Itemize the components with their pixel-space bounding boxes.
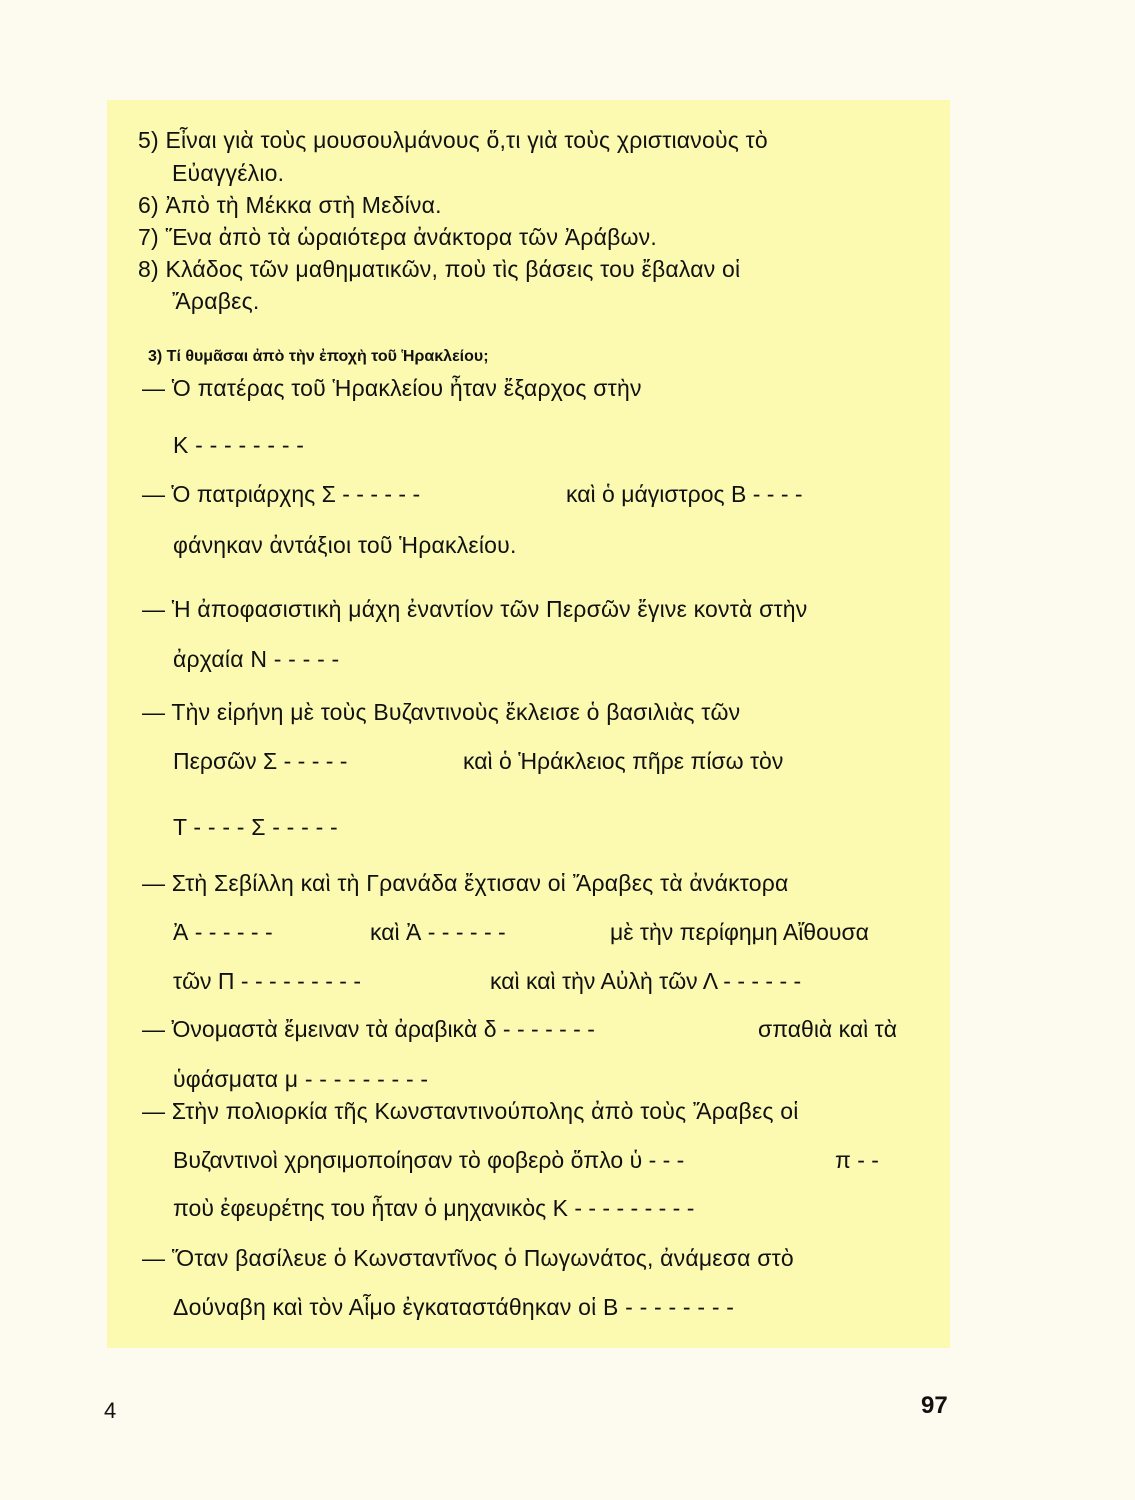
exercise-line: φάνηκαν ἀντάξιοι τοῦ Ἡρακλείου. <box>173 532 517 558</box>
exercise-line: — Τὴν εἰρήνη μὲ τοὺς Βυζαντινοὺς ἔκλεισε ὁ βασιλιὰς τῶν <box>142 699 741 725</box>
exercise-line-part: καὶ ὁ Ἡράκλειος πῆρε πίσω τὸν <box>463 748 784 774</box>
exercise-line-part: Βυζαντινοὶ χρησιμοποίησαν τὸ φοβερὸ ὅπλο ὑ - - - <box>173 1147 685 1173</box>
blank-line: Τ - - - - Σ - - - - - <box>173 814 338 840</box>
exercise-line: — Στὴν πολιορκία τῆς Κωνσταντινούπολης ἀπὸ τοὺς Ἄραβες οἱ <box>142 1098 799 1124</box>
page-number-right: 97 <box>921 1392 948 1419</box>
list-item-5: 5) Εἶναι γιὰ τοὺς μουσουλμάνους ὅ,τι γιὰ τοὺς χριστιανοὺς τὸ <box>138 127 768 153</box>
list-item-5-cont: Εὐαγγέλιο. <box>172 160 285 186</box>
list-item-7: 7) Ἕνα ἀπὸ τὰ ὡραιότερα ἀνάκτορα τῶν Ἀράβων. <box>138 224 657 250</box>
blank-line: ὑφάσματα μ - - - - - - - - - <box>173 1066 429 1092</box>
section-title: 3) Τί θυμᾶσαι ἀπὸ τὴν ἐποχὴ τοῦ Ἡρακλείου; <box>148 348 489 365</box>
exercise-line-part: π - - <box>835 1147 879 1173</box>
exercise-line-part: μὲ τὴν περίφημη Αἴθουσα <box>610 919 869 945</box>
exercise-line-part: — Ὁ πατριάρχης Σ - - - - - - <box>142 481 421 507</box>
exercise-line: — Ἡ ἀποφασιστικὴ μάχη ἐναντίον τῶν Περσῶν ἔγινε κοντὰ στὴν <box>142 596 808 622</box>
exercise-line-part: Περσῶν Σ - - - - - <box>173 748 348 774</box>
exercise-line-part: τῶν Π - - - - - - - - - <box>173 968 361 994</box>
exercise-line: — Ὁ πατέρας τοῦ Ἡρακλείου ἦταν ἔξαρχος στὴν <box>142 375 642 401</box>
exercise-line-part: καὶ καὶ τὴν Αὐλὴ τῶν Λ - - - - - - <box>490 968 802 994</box>
blank-line: ἀρχαία Ν - - - - - <box>173 646 340 672</box>
exercise-line-part: ποὺ ἐφευρέτης του ἦταν ὁ μηχανικὸς Κ - - - - - - - - - <box>173 1195 695 1221</box>
list-item-8-cont: Ἄραβες. <box>172 288 260 314</box>
page-number-left: 4 <box>104 1398 117 1423</box>
exercise-line-part: καὶ ὁ μάγιστρος Β - - - - <box>566 481 803 507</box>
exercise-line-part: σπαθιὰ καὶ τὰ <box>758 1016 898 1042</box>
exercise-line-part: καὶ Ἀ - - - - - - <box>370 919 506 945</box>
exercise-line-part: Ἀ - - - - - - <box>173 919 273 945</box>
exercise-line-part: — Ὀνομαστὰ ἔμειναν τὰ ἀραβικὰ δ - - - - - - - <box>142 1016 595 1042</box>
exercise-line: Δούναβη καὶ τὸν Αἷμο ἐγκαταστάθηκαν οἱ Β - - - - - - - - <box>173 1294 735 1320</box>
blank-line: Κ - - - - - - - - <box>173 432 305 458</box>
exercise-line: — Στὴ Σεβίλλη καὶ τὴ Γρανάδα ἔχτισαν οἱ Ἄραβες τὰ ἀνάκτορα <box>142 870 789 896</box>
list-item-8: 8) Κλάδος τῶν μαθηματικῶν, ποὺ τὶς βάσεις του ἔβαλαν οἱ <box>138 256 741 282</box>
exercise-line: — Ὅταν βασίλευε ὁ Κωνσταντῖνος ὁ Πωγωνάτος, ἀνάμεσα στὸ <box>142 1245 794 1271</box>
list-item-6: 6) Ἀπὸ τὴ Μέκκα στὴ Μεδίνα. <box>138 192 442 218</box>
